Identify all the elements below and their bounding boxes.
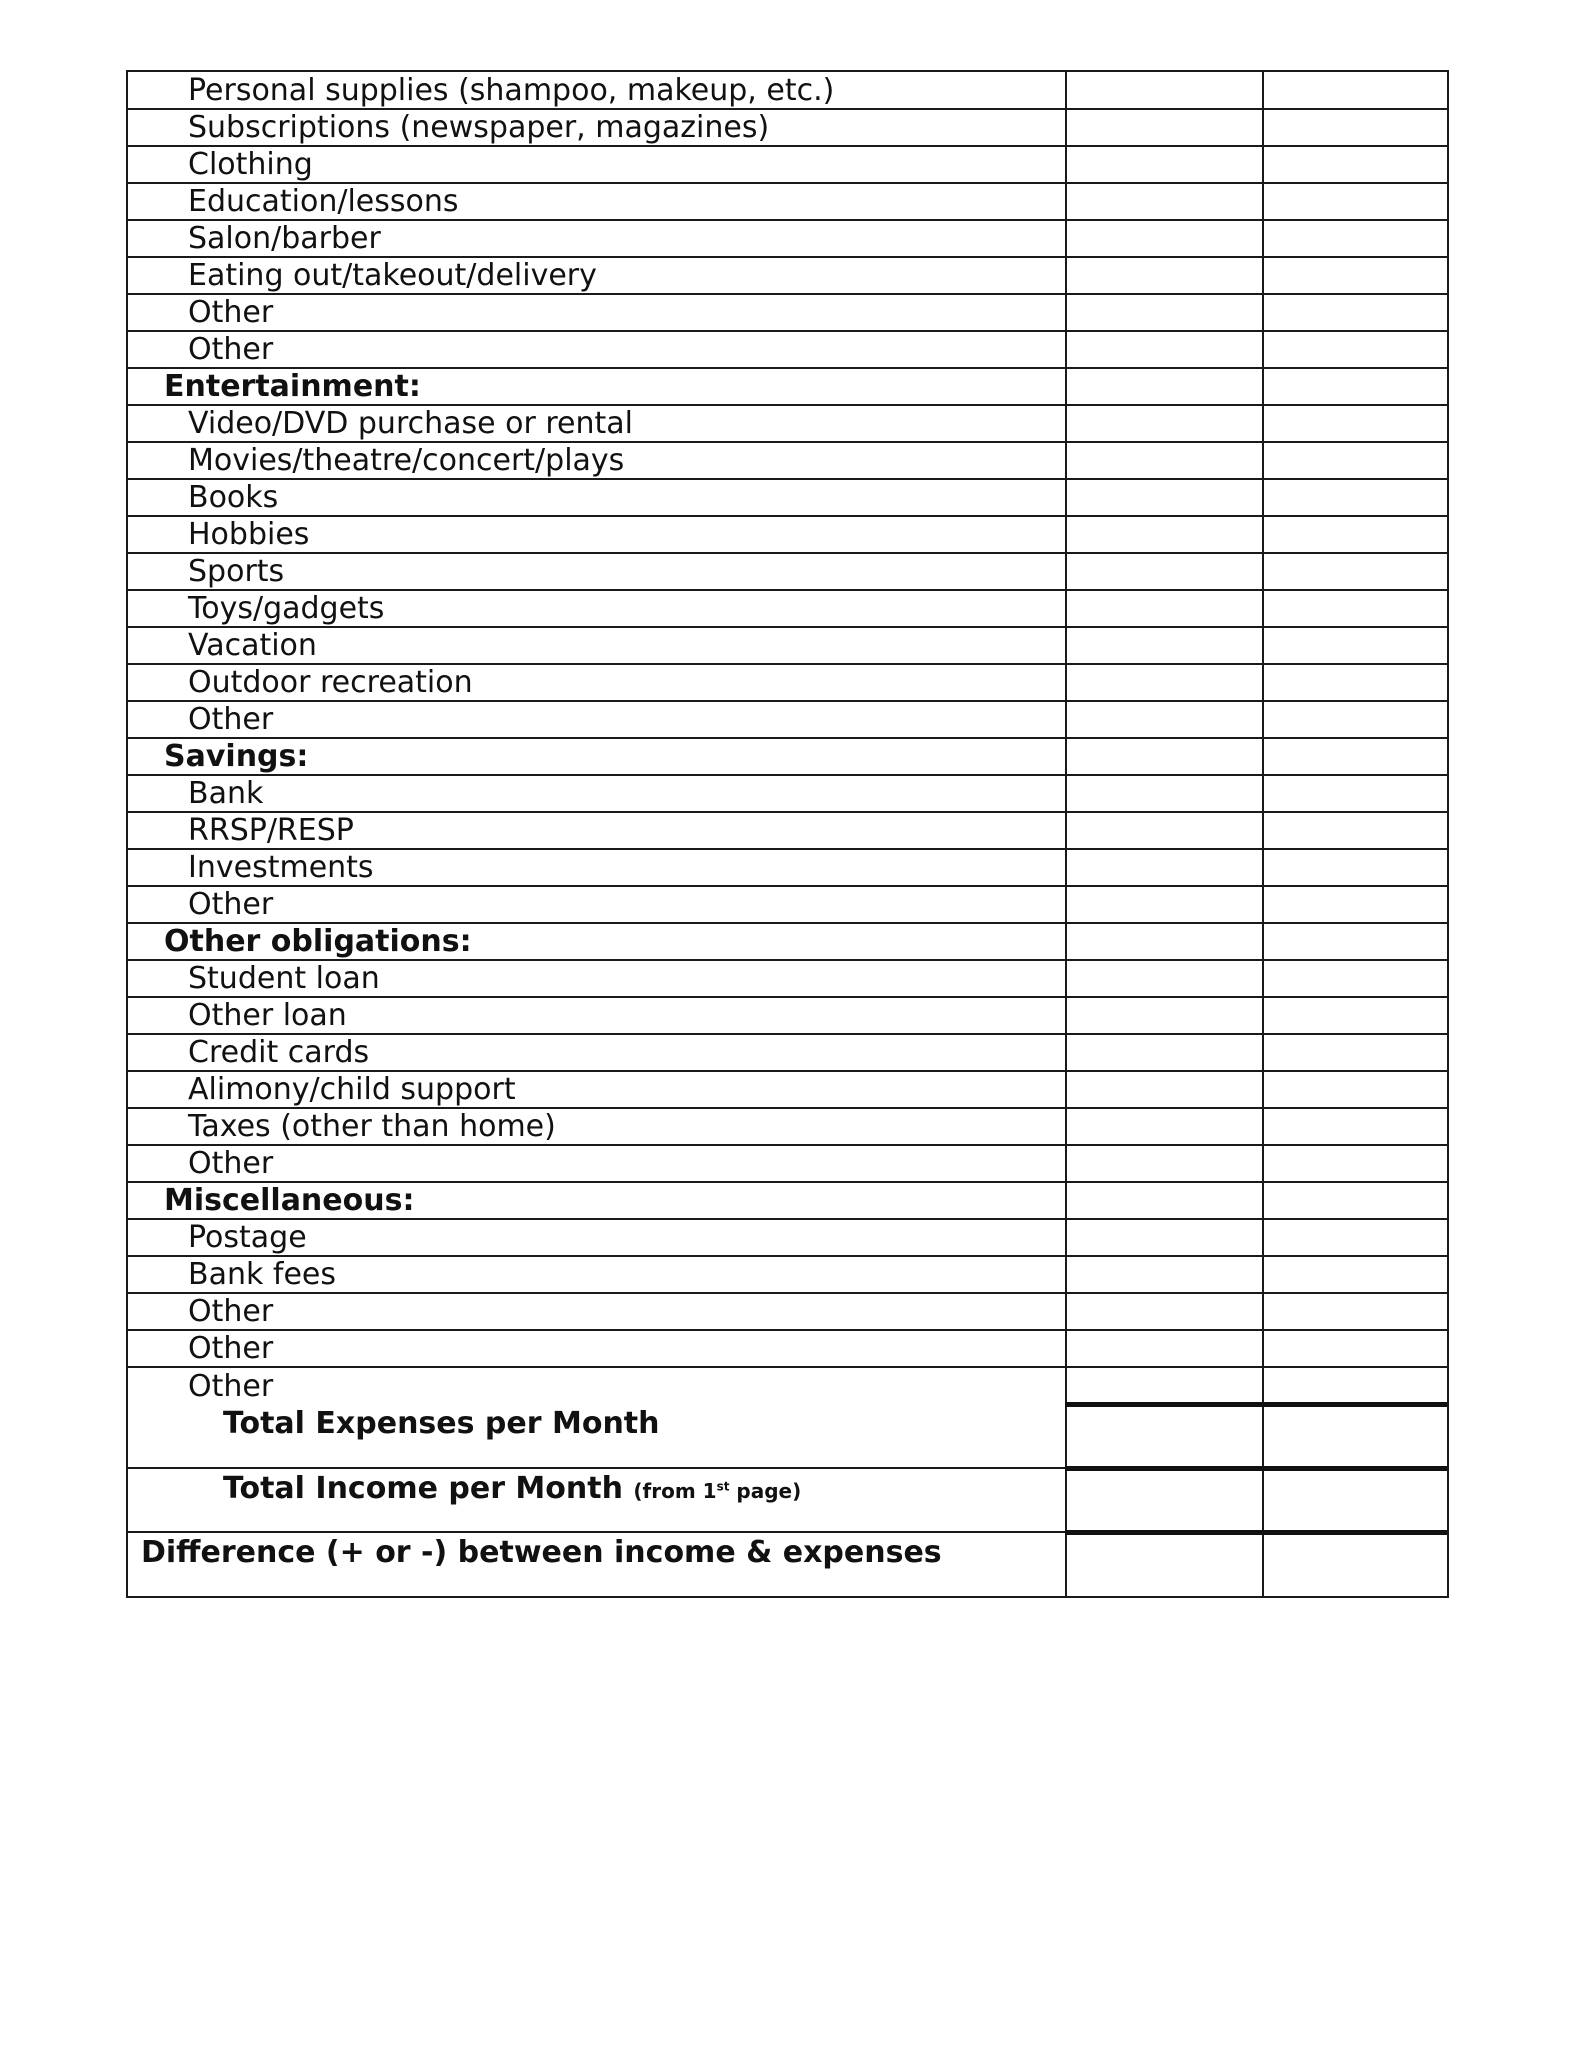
expense-item-row xyxy=(128,775,1447,812)
amount-cell[interactable] xyxy=(1066,479,1263,516)
expense-item-label: Credit cards xyxy=(128,1034,1066,1071)
amount-cell[interactable] xyxy=(1066,1330,1263,1367)
expense-item-label: Video/DVD purchase or rental xyxy=(128,405,1066,442)
total-expenses-extra-cell[interactable] xyxy=(1263,1404,1447,1468)
expense-item-row xyxy=(128,331,1447,368)
amount-cell[interactable] xyxy=(1066,442,1263,479)
budget-worksheet-table xyxy=(126,70,1449,1598)
expense-item-label: Taxes (other than home) xyxy=(128,1108,1066,1145)
amount-cell[interactable] xyxy=(1066,997,1263,1034)
amount-cell[interactable] xyxy=(1066,368,1263,405)
expense-item-label: Student loan xyxy=(128,960,1066,997)
amount-cell[interactable] xyxy=(1066,109,1263,146)
expense-item-row xyxy=(128,442,1447,479)
extra-cell[interactable] xyxy=(1263,812,1447,849)
extra-cell[interactable] xyxy=(1263,1293,1447,1330)
total-expenses-row xyxy=(128,1404,1447,1468)
expense-item-label: Outdoor recreation xyxy=(128,664,1066,701)
expense-item-row xyxy=(128,516,1447,553)
expense-item-label: Hobbies xyxy=(128,516,1066,553)
total-income-label-cell xyxy=(128,1468,1066,1532)
extra-cell[interactable] xyxy=(1263,627,1447,664)
extra-cell[interactable] xyxy=(1263,664,1447,701)
expense-item-label: Subscriptions (newspaper, magazines) xyxy=(128,109,1066,146)
difference-amount-cell[interactable] xyxy=(1066,1532,1263,1596)
expense-item-label: Clothing xyxy=(128,146,1066,183)
amount-cell[interactable] xyxy=(1066,405,1263,442)
difference-row xyxy=(128,1532,1447,1596)
expense-item-label: Personal supplies (shampoo, makeup, etc.) xyxy=(128,72,1066,109)
amount-cell[interactable] xyxy=(1066,923,1263,960)
expense-item-label: Other xyxy=(128,331,1066,368)
amount-cell[interactable] xyxy=(1066,627,1263,664)
extra-cell[interactable] xyxy=(1263,183,1447,220)
extra-cell[interactable] xyxy=(1263,886,1447,923)
amount-cell[interactable] xyxy=(1066,1034,1263,1071)
extra-cell[interactable] xyxy=(1263,1256,1447,1293)
income-note-suffix: page) xyxy=(729,1479,802,1503)
expense-item-row xyxy=(128,553,1447,590)
expense-item-label: Books xyxy=(128,479,1066,516)
expense-item-label: Postage xyxy=(128,1219,1066,1256)
extra-cell[interactable] xyxy=(1263,960,1447,997)
expense-item-row xyxy=(128,1108,1447,1145)
expense-item-label: Other loan xyxy=(128,997,1066,1034)
amount-cell[interactable] xyxy=(1066,146,1263,183)
amount-cell[interactable] xyxy=(1066,849,1263,886)
amount-cell[interactable] xyxy=(1066,738,1263,775)
expense-item-row xyxy=(128,997,1447,1034)
extra-cell[interactable] xyxy=(1263,923,1447,960)
expense-item-row xyxy=(128,257,1447,294)
expense-item-row xyxy=(128,146,1447,183)
expense-item-row xyxy=(128,1034,1447,1071)
expense-item-row xyxy=(128,886,1447,923)
expense-item-row xyxy=(128,405,1447,442)
expense-item-label: Bank fees xyxy=(128,1256,1066,1293)
extra-cell[interactable] xyxy=(1263,701,1447,738)
category-heading-row xyxy=(128,738,1447,775)
extra-cell[interactable] xyxy=(1263,368,1447,405)
income-source-note xyxy=(633,1479,801,1503)
extra-cell[interactable] xyxy=(1263,1034,1447,1071)
amount-cell[interactable] xyxy=(1066,553,1263,590)
total-income-label: Total Income per Month xyxy=(223,1471,623,1506)
category-heading-row xyxy=(128,923,1447,960)
extra-cell[interactable] xyxy=(1263,1071,1447,1108)
extra-cell[interactable] xyxy=(1263,146,1447,183)
expense-item-row xyxy=(128,109,1447,146)
extra-cell[interactable] xyxy=(1263,1108,1447,1145)
total-expenses-amount-cell[interactable] xyxy=(1066,1404,1263,1468)
extra-cell[interactable] xyxy=(1263,553,1447,590)
category-heading: Miscellaneous: xyxy=(128,1182,1066,1219)
expense-item-row xyxy=(128,664,1447,701)
totals-section xyxy=(128,1404,1447,1596)
amount-cell[interactable] xyxy=(1066,590,1263,627)
category-heading-row xyxy=(128,368,1447,405)
expense-item-label: Other xyxy=(128,701,1066,738)
amount-cell[interactable] xyxy=(1066,220,1263,257)
income-note-sup: st xyxy=(716,1479,730,1494)
expense-item-label: Education/lessons xyxy=(128,183,1066,220)
extra-cell[interactable] xyxy=(1263,109,1447,146)
amount-cell[interactable] xyxy=(1066,72,1263,109)
expense-item-row xyxy=(128,590,1447,627)
amount-cell[interactable] xyxy=(1066,960,1263,997)
expense-rows xyxy=(128,72,1447,1404)
category-heading: Entertainment: xyxy=(128,368,1066,405)
extra-cell[interactable] xyxy=(1263,257,1447,294)
extra-cell[interactable] xyxy=(1263,1219,1447,1256)
extra-cell[interactable] xyxy=(1263,1145,1447,1182)
expense-item-row xyxy=(128,701,1447,738)
amount-cell[interactable] xyxy=(1066,257,1263,294)
expense-item-row xyxy=(128,1071,1447,1108)
amount-cell[interactable] xyxy=(1066,1293,1263,1330)
expense-item-row xyxy=(128,183,1447,220)
expense-item-label: Alimony/child support xyxy=(128,1071,1066,1108)
expense-item-label: Other xyxy=(128,886,1066,923)
amount-cell[interactable] xyxy=(1066,1219,1263,1256)
amount-cell[interactable] xyxy=(1066,1367,1263,1404)
expense-item-row xyxy=(128,1367,1447,1404)
amount-cell[interactable] xyxy=(1066,1108,1263,1145)
expense-item-label: Toys/gadgets xyxy=(128,590,1066,627)
expense-item-label: Eating out/takeout/delivery xyxy=(128,257,1066,294)
extra-cell[interactable] xyxy=(1263,590,1447,627)
amount-cell[interactable] xyxy=(1066,886,1263,923)
expense-item-row xyxy=(128,1256,1447,1293)
difference-label: Difference (+ or -) between income & expenses xyxy=(128,1532,1066,1596)
income-note-prefix: (from 1 xyxy=(633,1479,717,1503)
expense-item-row xyxy=(128,849,1447,886)
expense-item-label: Vacation xyxy=(128,627,1066,664)
expense-item-label: RRSP/RESP xyxy=(128,812,1066,849)
expense-item-row xyxy=(128,1330,1447,1367)
expense-item-row xyxy=(128,294,1447,331)
amount-cell[interactable] xyxy=(1066,812,1263,849)
extra-cell[interactable] xyxy=(1263,331,1447,368)
extra-cell[interactable] xyxy=(1263,294,1447,331)
amount-cell[interactable] xyxy=(1066,1182,1263,1219)
amount-cell[interactable] xyxy=(1066,1071,1263,1108)
extra-cell[interactable] xyxy=(1263,849,1447,886)
difference-extra-cell[interactable] xyxy=(1263,1532,1447,1596)
expense-item-row xyxy=(128,960,1447,997)
expense-item-label: Salon/barber xyxy=(128,220,1066,257)
expense-item-row xyxy=(128,1293,1447,1330)
amount-cell[interactable] xyxy=(1066,1256,1263,1293)
expense-item-label: Investments xyxy=(128,849,1066,886)
total-income-row xyxy=(128,1468,1447,1532)
category-heading: Other obligations: xyxy=(128,923,1066,960)
extra-cell[interactable] xyxy=(1263,775,1447,812)
expense-item-row xyxy=(128,627,1447,664)
expense-item-label: Other xyxy=(128,1293,1066,1330)
extra-cell[interactable] xyxy=(1263,1367,1447,1404)
extra-cell[interactable] xyxy=(1263,997,1447,1034)
expense-item-label: Other xyxy=(128,1367,1066,1404)
expense-item-label: Sports xyxy=(128,553,1066,590)
category-heading: Savings: xyxy=(128,738,1066,775)
expense-item-label: Bank xyxy=(128,775,1066,812)
extra-cell[interactable] xyxy=(1263,516,1447,553)
expense-item-label: Movies/theatre/concert/plays xyxy=(128,442,1066,479)
expense-item-label: Other xyxy=(128,1145,1066,1182)
category-heading-row xyxy=(128,1182,1447,1219)
extra-cell[interactable] xyxy=(1263,442,1447,479)
extra-cell[interactable] xyxy=(1263,1330,1447,1367)
expense-item-label: Other xyxy=(128,294,1066,331)
extra-cell[interactable] xyxy=(1263,72,1447,109)
extra-cell[interactable] xyxy=(1263,1182,1447,1219)
expense-item-label: Other xyxy=(128,1330,1066,1367)
extra-cell[interactable] xyxy=(1263,479,1447,516)
expense-item-row xyxy=(128,72,1447,109)
expense-item-row xyxy=(128,1219,1447,1256)
total-expenses-label: Total Expenses per Month xyxy=(128,1404,1066,1468)
expense-item-row xyxy=(128,479,1447,516)
amount-cell[interactable] xyxy=(1066,664,1263,701)
expense-item-row xyxy=(128,220,1447,257)
amount-cell[interactable] xyxy=(1066,331,1263,368)
amount-cell[interactable] xyxy=(1066,183,1263,220)
amount-cell[interactable] xyxy=(1066,701,1263,738)
amount-cell[interactable] xyxy=(1066,775,1263,812)
extra-cell[interactable] xyxy=(1263,220,1447,257)
extra-cell[interactable] xyxy=(1263,738,1447,775)
amount-cell[interactable] xyxy=(1066,1145,1263,1182)
total-income-extra-cell[interactable] xyxy=(1263,1468,1447,1532)
amount-cell[interactable] xyxy=(1066,516,1263,553)
amount-cell[interactable] xyxy=(1066,294,1263,331)
expense-item-row xyxy=(128,812,1447,849)
total-income-amount-cell[interactable] xyxy=(1066,1468,1263,1532)
expense-item-row xyxy=(128,1145,1447,1182)
extra-cell[interactable] xyxy=(1263,405,1447,442)
